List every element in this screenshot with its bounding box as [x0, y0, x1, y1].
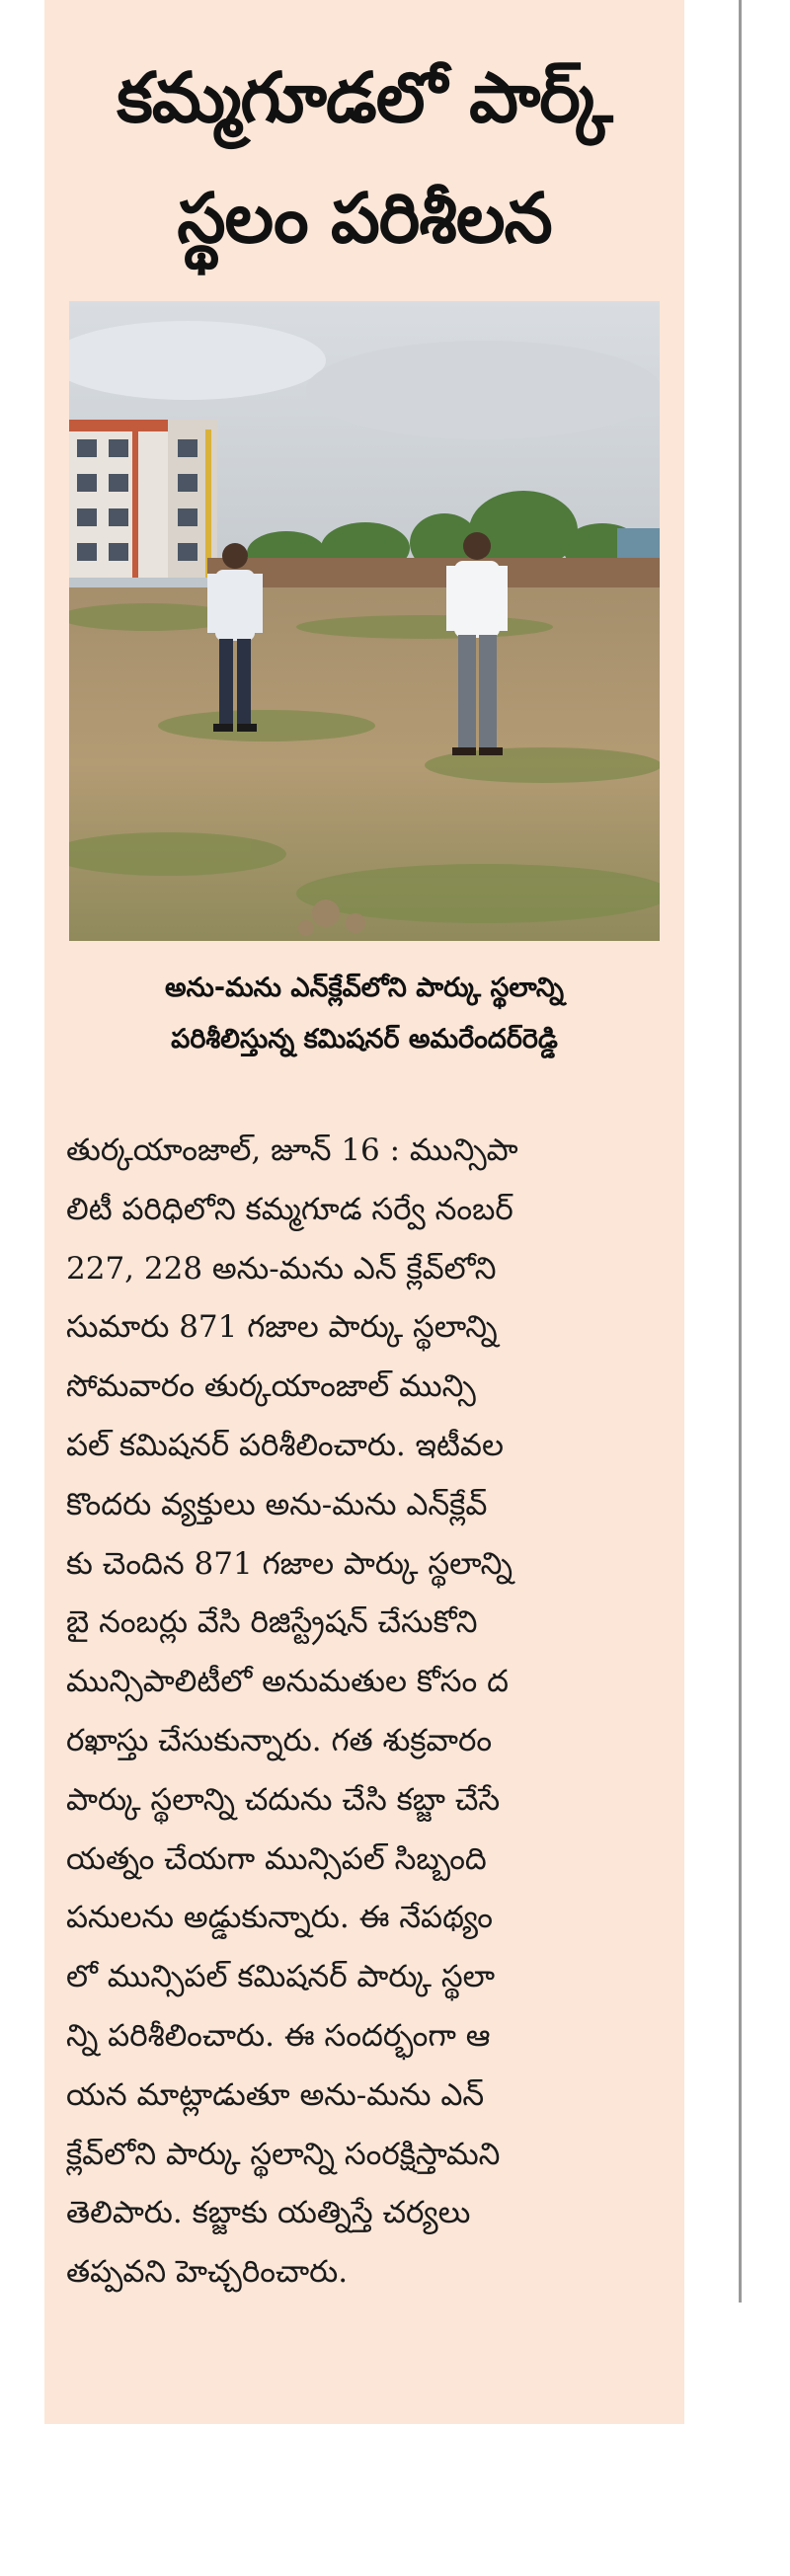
body-line: రఖాస్తు చేసుకున్నారు. గత శుక్రవారం [66, 1722, 493, 1758]
news-photo [69, 301, 660, 941]
caption-line-2: పరిశీలిస్తున్న కమిషనర్ అమరేందర్‌రెడ్డి [171, 1024, 558, 1054]
body-line: 227, 228 అను-మను ఎన్ క్లేవ్‌లోని [66, 1250, 497, 1287]
body-line: పల్ కమిషనర్ పరిశీలించారు. ఇటీవల [66, 1427, 504, 1463]
body-line: తప్పవని హెచ్చరించారు. [66, 2254, 349, 2291]
headline-line-2: స్థలం పరిశీలన [177, 178, 552, 259]
building-shape [69, 420, 217, 578]
body-line: బై నంబర్లు వేసి రిజిస్ట్రేషన్ చేసుకోని [66, 1604, 478, 1641]
body-line: తెలిపారు. కబ్జాకు యత్నిస్తే చర్యలు [66, 2195, 471, 2231]
body-line: సోమవారం తుర్కయాంజాల్ మున్సి [66, 1368, 476, 1405]
body-line: క్లేవ్‌లోని పార్కు స్థలాన్ని సంరక్షిస్తామని [66, 2136, 501, 2172]
photo-field-image [69, 301, 660, 941]
body-line: న్ని పరిశీలించారు. ఈ సందర్భంగా ఆ [66, 2017, 491, 2054]
news-clipping [44, 0, 684, 2424]
headline [44, 38, 684, 278]
body-line: లో మున్సిపల్ కమిషనర్ పార్కు స్థలా [66, 1959, 496, 1995]
body-line: పనులను అడ్డుకున్నారు. ఈ నేపథ్యం [66, 1900, 493, 1936]
body-line: మున్సిపాలిటీలో అనుమతుల కోసం ద [66, 1664, 509, 1700]
column-divider [739, 0, 742, 2303]
headline-line-1: కమ్మగూడలో పార్క్ [117, 57, 612, 138]
body-line: పార్కు స్థలాన్ని చదును చేసి కబ్జా చేసే [66, 1781, 501, 1818]
photo-caption [44, 963, 684, 1065]
body-line: యత్నం చేయగా మున్సిపల్ సిబ్బంది [66, 1840, 487, 1877]
body-line: సుమారు 871 గజాల పార్కు స్థలాన్ని [66, 1309, 498, 1346]
body-line: లిటీ పరిధిలోని కమ్మగూడ సర్వే నంబర్ [66, 1191, 514, 1227]
body-line: తుర్కయాంజాల్, జూన్ 16 : మున్సిపా [66, 1132, 518, 1168]
body-line: కు చెందిన 871 గజాల పార్కు స్థలాన్ని [66, 1545, 513, 1582]
body-line: యన మాట్లాడుతూ అను-మను ఎన్ [66, 2076, 485, 2113]
caption-line-1: అను-మను ఎన్‌క్లేవ్‌లోని పార్కు స్థలాన్ని [164, 973, 565, 1003]
article-body [66, 1122, 669, 2303]
body-line: కొందరు వ్యక్తులు అను-మను ఎన్‌క్లేవ్ [66, 1486, 488, 1522]
